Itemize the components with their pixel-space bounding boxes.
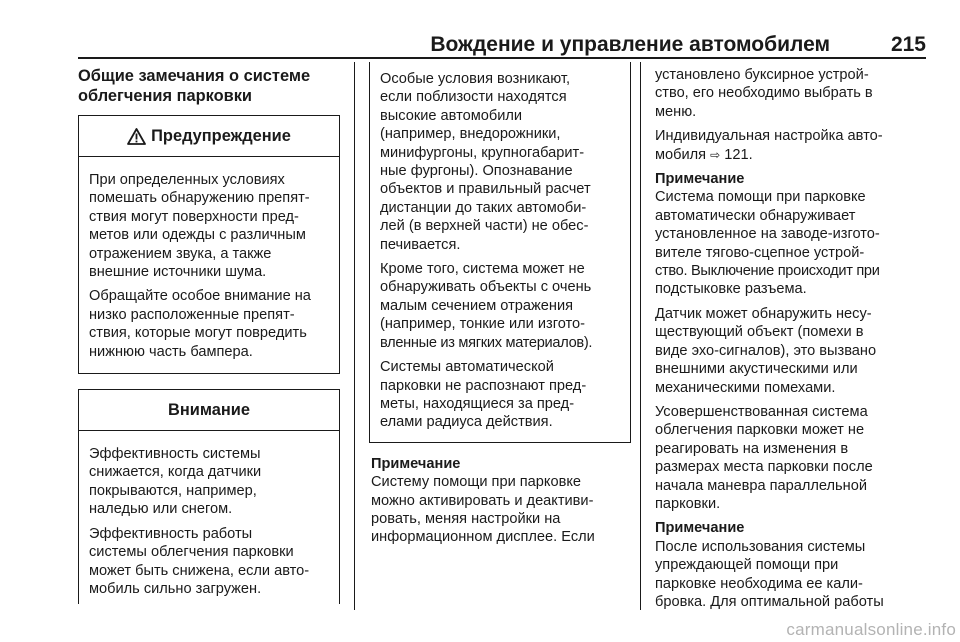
- text-line: механическими помехами.: [655, 379, 836, 396]
- text-line: Датчик может обнаружить несу-: [655, 305, 872, 322]
- warning-box: [78, 115, 340, 374]
- note-block: [655, 519, 927, 611]
- text-line: При определенных условиях: [89, 172, 285, 188]
- text-line: ствия могут поверхности пред-: [89, 208, 299, 225]
- warning-paragraph: [89, 171, 330, 281]
- note-title: Примечание: [371, 455, 461, 472]
- page-reference-arrow-icon: ⇨: [710, 147, 721, 162]
- text-line: вителе тягово-сцепное устрой-: [655, 244, 865, 261]
- caution-box-title: Внимание: [168, 400, 250, 419]
- text-line: если поблизости находятся: [380, 89, 567, 106]
- warning-paragraph: [380, 358, 621, 432]
- text-line: парковке необходима ее кали-: [655, 575, 863, 592]
- text-line: снижается, когда датчики: [89, 464, 262, 481]
- column-divider-1: [354, 62, 355, 610]
- text-line: ствия, которые могут повредить: [89, 325, 307, 342]
- column-3: [655, 66, 927, 611]
- text-line: меты, находящиеся за пред-: [380, 395, 575, 412]
- warning-box-title: Предупреждение: [151, 126, 291, 145]
- text-line: лей (в верхней части) не обес-: [380, 218, 589, 235]
- text-line: ществующий объект (помехи в: [655, 324, 864, 341]
- text-line: [655, 146, 927, 164]
- text-line: высокие автомобили: [380, 107, 523, 124]
- text-line: (например, внедорожники,: [380, 126, 561, 143]
- text-line: минифургоны, крупногабарит-: [380, 144, 585, 161]
- note-title: Примечание: [655, 520, 745, 537]
- text-line: ство, его необходимо выбрать в: [655, 85, 873, 102]
- caution-paragraph: [89, 525, 330, 599]
- text-line: автоматически обнаруживает: [655, 207, 856, 224]
- text-line: (например, тонкие или изгото-: [380, 316, 585, 333]
- header-rule: [78, 57, 926, 59]
- text-line: может быть снижена, если авто-: [89, 562, 310, 579]
- section-title-line: Общие замечания о системе: [78, 67, 311, 85]
- text-line: ство. Выключение происходит при: [655, 263, 880, 280]
- watermark: carmanualsonline.info: [786, 620, 956, 639]
- text-line: Систему помощи при парковке: [371, 474, 581, 491]
- text-line: установлено буксирное устрой-: [655, 67, 869, 83]
- text-line: объектов и правильный расчет: [380, 181, 591, 198]
- text-line: меню.: [655, 103, 697, 120]
- text-line: установленное на заводе-изгото-: [655, 226, 880, 243]
- text-line: облегчения парковки может не: [655, 422, 865, 439]
- text-line: елами радиуса действия.: [380, 414, 553, 431]
- page-number: 215: [890, 33, 926, 56]
- caution-paragraph: [89, 445, 330, 519]
- text-line: бровка. Для оптимальной работы: [655, 593, 884, 610]
- section-title-line: облегчения парковки: [78, 87, 252, 105]
- text-line: Индивидуальная настройка авто-: [655, 128, 883, 145]
- text-line: реагировать на изменения в: [655, 440, 849, 457]
- text-line: системы облегчения парковки: [89, 544, 294, 561]
- text-line: парковки.: [655, 495, 721, 512]
- warning-paragraph: [380, 70, 621, 254]
- text-line: отражением звука, а также: [89, 245, 272, 262]
- column-1: [78, 66, 340, 604]
- text-line: внешними акустическими или: [655, 361, 858, 378]
- text-line: виде эхо-сигналов), это вызвано: [655, 342, 877, 359]
- paragraph: [655, 305, 927, 397]
- page-reference-link[interactable]: 121.: [724, 146, 753, 163]
- note-block: [369, 455, 631, 547]
- warning-box-body: [79, 157, 339, 373]
- text-fragment: мобиля: [655, 146, 707, 163]
- text-line: покрываются, например,: [89, 482, 257, 499]
- text-line: метов или одежды с различным: [89, 227, 306, 244]
- text-line: Эффективность системы: [89, 446, 261, 463]
- text-line: дистанции до таких автомоби-: [380, 199, 587, 216]
- text-line: парковки не распознают пред-: [380, 377, 587, 394]
- text-line: помешать обнаружению препят-: [89, 190, 310, 207]
- paragraph: [655, 127, 927, 164]
- warning-triangle-icon: [127, 128, 146, 145]
- text-line: Усовершенствованная система: [655, 403, 868, 420]
- paragraph: [655, 403, 927, 513]
- text-line: информационном дисплее. Если: [371, 529, 595, 546]
- text-line: внешние источники шума.: [89, 264, 267, 281]
- text-line: можно активировать и деактиви-: [371, 492, 594, 509]
- text-line: начала маневра параллельной: [655, 477, 867, 494]
- caution-box-header: [79, 390, 339, 431]
- column-2: [369, 62, 631, 547]
- text-line: Кроме того, система может не: [380, 261, 585, 278]
- caution-box-body: [79, 431, 339, 604]
- text-line: малым сечением отражения: [380, 297, 574, 314]
- section-title: [78, 66, 340, 106]
- text-line: Системы автоматической: [380, 359, 554, 376]
- text-line: вленные из мягких материалов).: [380, 334, 593, 351]
- paragraph: [655, 66, 927, 121]
- continued-warning-body: [370, 62, 630, 442]
- caution-box: [78, 389, 340, 604]
- text-line: обнаруживать объекты с очень: [380, 279, 592, 296]
- note-block: [655, 170, 927, 299]
- text-line: печивается.: [380, 236, 461, 253]
- text-line: ные фургоны). Опознавание: [380, 163, 573, 180]
- warning-paragraph: [89, 287, 330, 361]
- text-line: После использования системы: [655, 538, 866, 555]
- text-line: мобиль сильно загружен.: [89, 580, 262, 597]
- warning-box-header: [79, 116, 339, 157]
- text-line: Особые условия возникают,: [380, 71, 571, 87]
- chapter-title: Вождение и управление автомобилем: [430, 33, 830, 56]
- warning-paragraph: [380, 260, 621, 352]
- text-line: нижнюю часть бампера.: [89, 343, 253, 360]
- text-line: Обращайте особое внимание на: [89, 288, 311, 305]
- text-line: размерах места парковки после: [655, 459, 873, 476]
- column-divider-2: [640, 62, 641, 610]
- text-line: ровать, меняя настройки на: [371, 510, 561, 527]
- note-title: Примечание: [655, 171, 745, 188]
- text-line: подстыковке разъема.: [655, 281, 807, 298]
- continued-warning-box: [369, 62, 631, 443]
- text-line: низко расположенные препят-: [89, 306, 295, 323]
- text-line: Система помощи при парковке: [655, 189, 866, 206]
- text-line: упреждающей помощи при: [655, 557, 839, 574]
- text-line: наледью или снегом.: [89, 501, 233, 518]
- text-line: Эффективность работы: [89, 525, 253, 542]
